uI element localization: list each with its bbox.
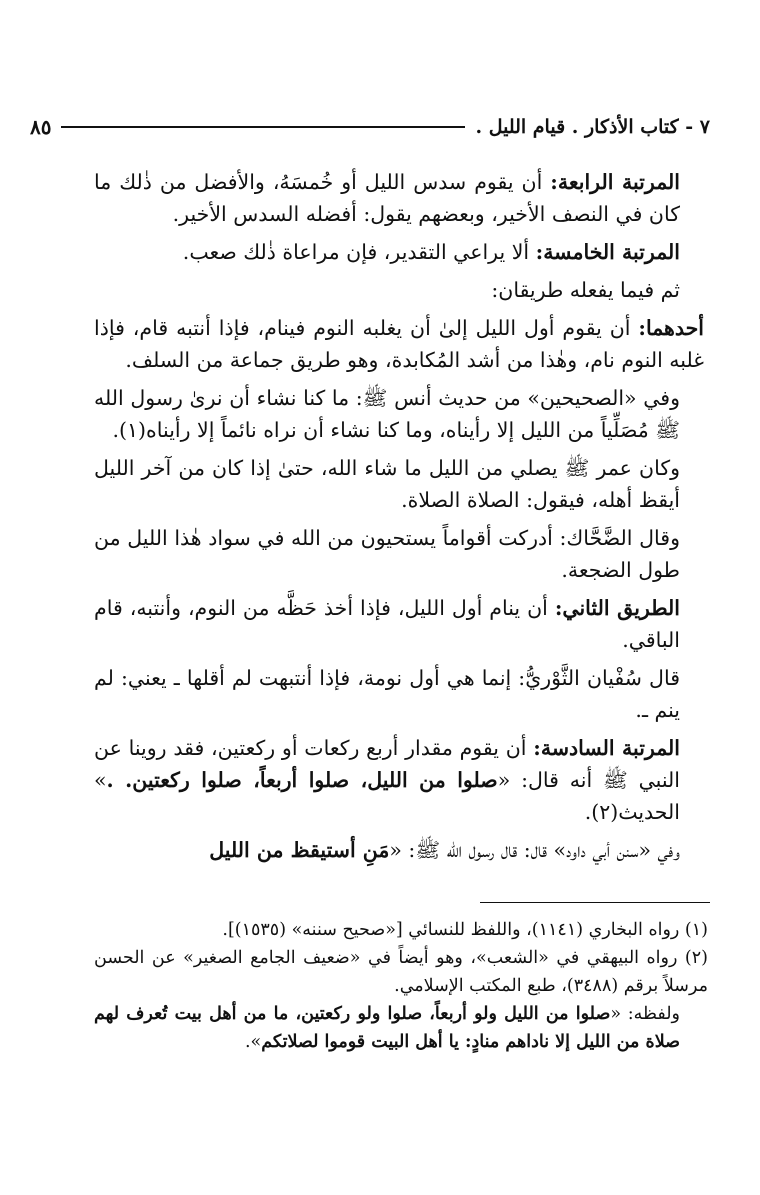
- paragraph: [94, 732, 704, 828]
- footnote: (١) رواه البخاري (١١٤١)، واللفظ للنسائي [«صحيح سننه» (١٥٣٥)].: [222, 920, 708, 940]
- footnote-continuation: [94, 1000, 708, 1056]
- paragraph-text: قال سُفْيان الثَّوْريُّ: إنما هي أول نومة، فإذا أنتبهت لم أقلها ـ يعني: لم ينم ـ.: [94, 666, 680, 722]
- paragraph: [94, 166, 704, 230]
- paragraph-text: وفي «سنن أبي داود» قال: قال رسول الله ﷺ: «: [389, 838, 680, 862]
- paragraph-text: ألا يراعي التقدير، فإن مراعاة ذٰلك صعب.: [182, 240, 536, 264]
- footnotes: [94, 916, 708, 1056]
- paragraph-lead: أحدهما:: [638, 316, 704, 340]
- footnote-tail: ».: [244, 1032, 262, 1052]
- footnote-lead: ولفظه: «: [610, 1004, 680, 1024]
- paragraph: [94, 834, 704, 866]
- chapter-title: ٧ - كتاب الأذكار . قيام الليل .: [475, 116, 710, 138]
- footnote: (٢) رواه البيهقي في «الشعب»، وهو أيضاً في «ضعيف الجامع الصغير» عن الحسن مرسلاً برقم (٣٤٨٨)، طبع المكتب الإسلامي.: [94, 948, 708, 996]
- paragraph-text: أن يقوم أول الليل إلىٰ أن يغلبه النوم فينام، فإذا أنتبه قام، فإذا غلبه النوم نام، وهٰذا من أشد المُكابدة، وهو طريق جماعة من السلف.: [94, 316, 704, 372]
- hadith-quote: مَنِ أستيقظ من الليل: [209, 838, 390, 862]
- running-header: [30, 112, 710, 142]
- paragraph-text: أن يقوم مقدار أربع ركعات أو ركعتين، فقد روينا عن النبي ﷺ أنه قال: «: [94, 736, 680, 792]
- paragraph-text: وكان عمر ﷺ يصلي من الليل ما شاء الله، حتىٰ إذا كان من آخر الليل أيقظ أهله، فيقول: الصلاة الصلاة.: [94, 456, 680, 512]
- footnote-separator: [480, 902, 710, 903]
- header-rule: [61, 126, 465, 128]
- paragraph: [94, 522, 704, 586]
- paragraph-text: أن يقوم سدس الليل أو خُمسَهُ، والأفضل من ذٰلك ما كان في النصف الأخير، وبعضهم يقول: أفضله السدس الأخير.: [94, 170, 680, 226]
- paragraph-text: وقال الضَّحَّاك: أدركت أقواماً يستحيون من الله في سواد هٰذا الليل من طول الضجعة.: [94, 526, 680, 582]
- paragraph: [94, 662, 704, 726]
- paragraph-text: ثم فيما يفعله طريقان:: [491, 278, 680, 302]
- page-number: ٨٥: [30, 115, 52, 139]
- paragraph-lead: المرتبة الخامسة:: [535, 240, 680, 264]
- paragraph: [94, 312, 704, 376]
- footnote-quote: صلوا من الليل ولو أربعاً، صلوا ولو ركعتين، ما من أهل بيت تُعرف لهم صلاة من الليل إلا ناداهم منادٍ: يا أهل البيت قوموا لصلاتكم: [94, 1004, 680, 1052]
- paragraph-lead: الطريق الثاني:: [554, 596, 680, 620]
- paragraph-lead: المرتبة السادسة:: [533, 736, 680, 760]
- main-text: [94, 166, 704, 872]
- paragraph: [94, 382, 704, 446]
- paragraph: [94, 274, 704, 306]
- paragraph: [94, 592, 704, 656]
- hadith-quote: صلوا من الليل، صلوا أربعاً، صلوا ركعتين. .: [106, 768, 498, 792]
- paragraph-lead: المرتبة الرابعة:: [550, 170, 680, 194]
- paragraph-text: وفي «الصحيحين» من حديث أنس ﷺ: ما كنا نشاء أن نرىٰ رسول الله ﷺ مُصَلِّياً من الليل إلا رأيناه، وما كنا نشاء أن نراه نائماً إلا رأيناه(١).: [94, 386, 680, 442]
- paragraph-tail: » الحديث(٢).: [94, 768, 680, 824]
- paragraph: [94, 452, 704, 516]
- paragraph-text: أن ينام أول الليل، فإذا أخذ حَظَّه من النوم، وأنتبه، قام الباقي.: [94, 596, 680, 652]
- paragraph: [94, 236, 704, 268]
